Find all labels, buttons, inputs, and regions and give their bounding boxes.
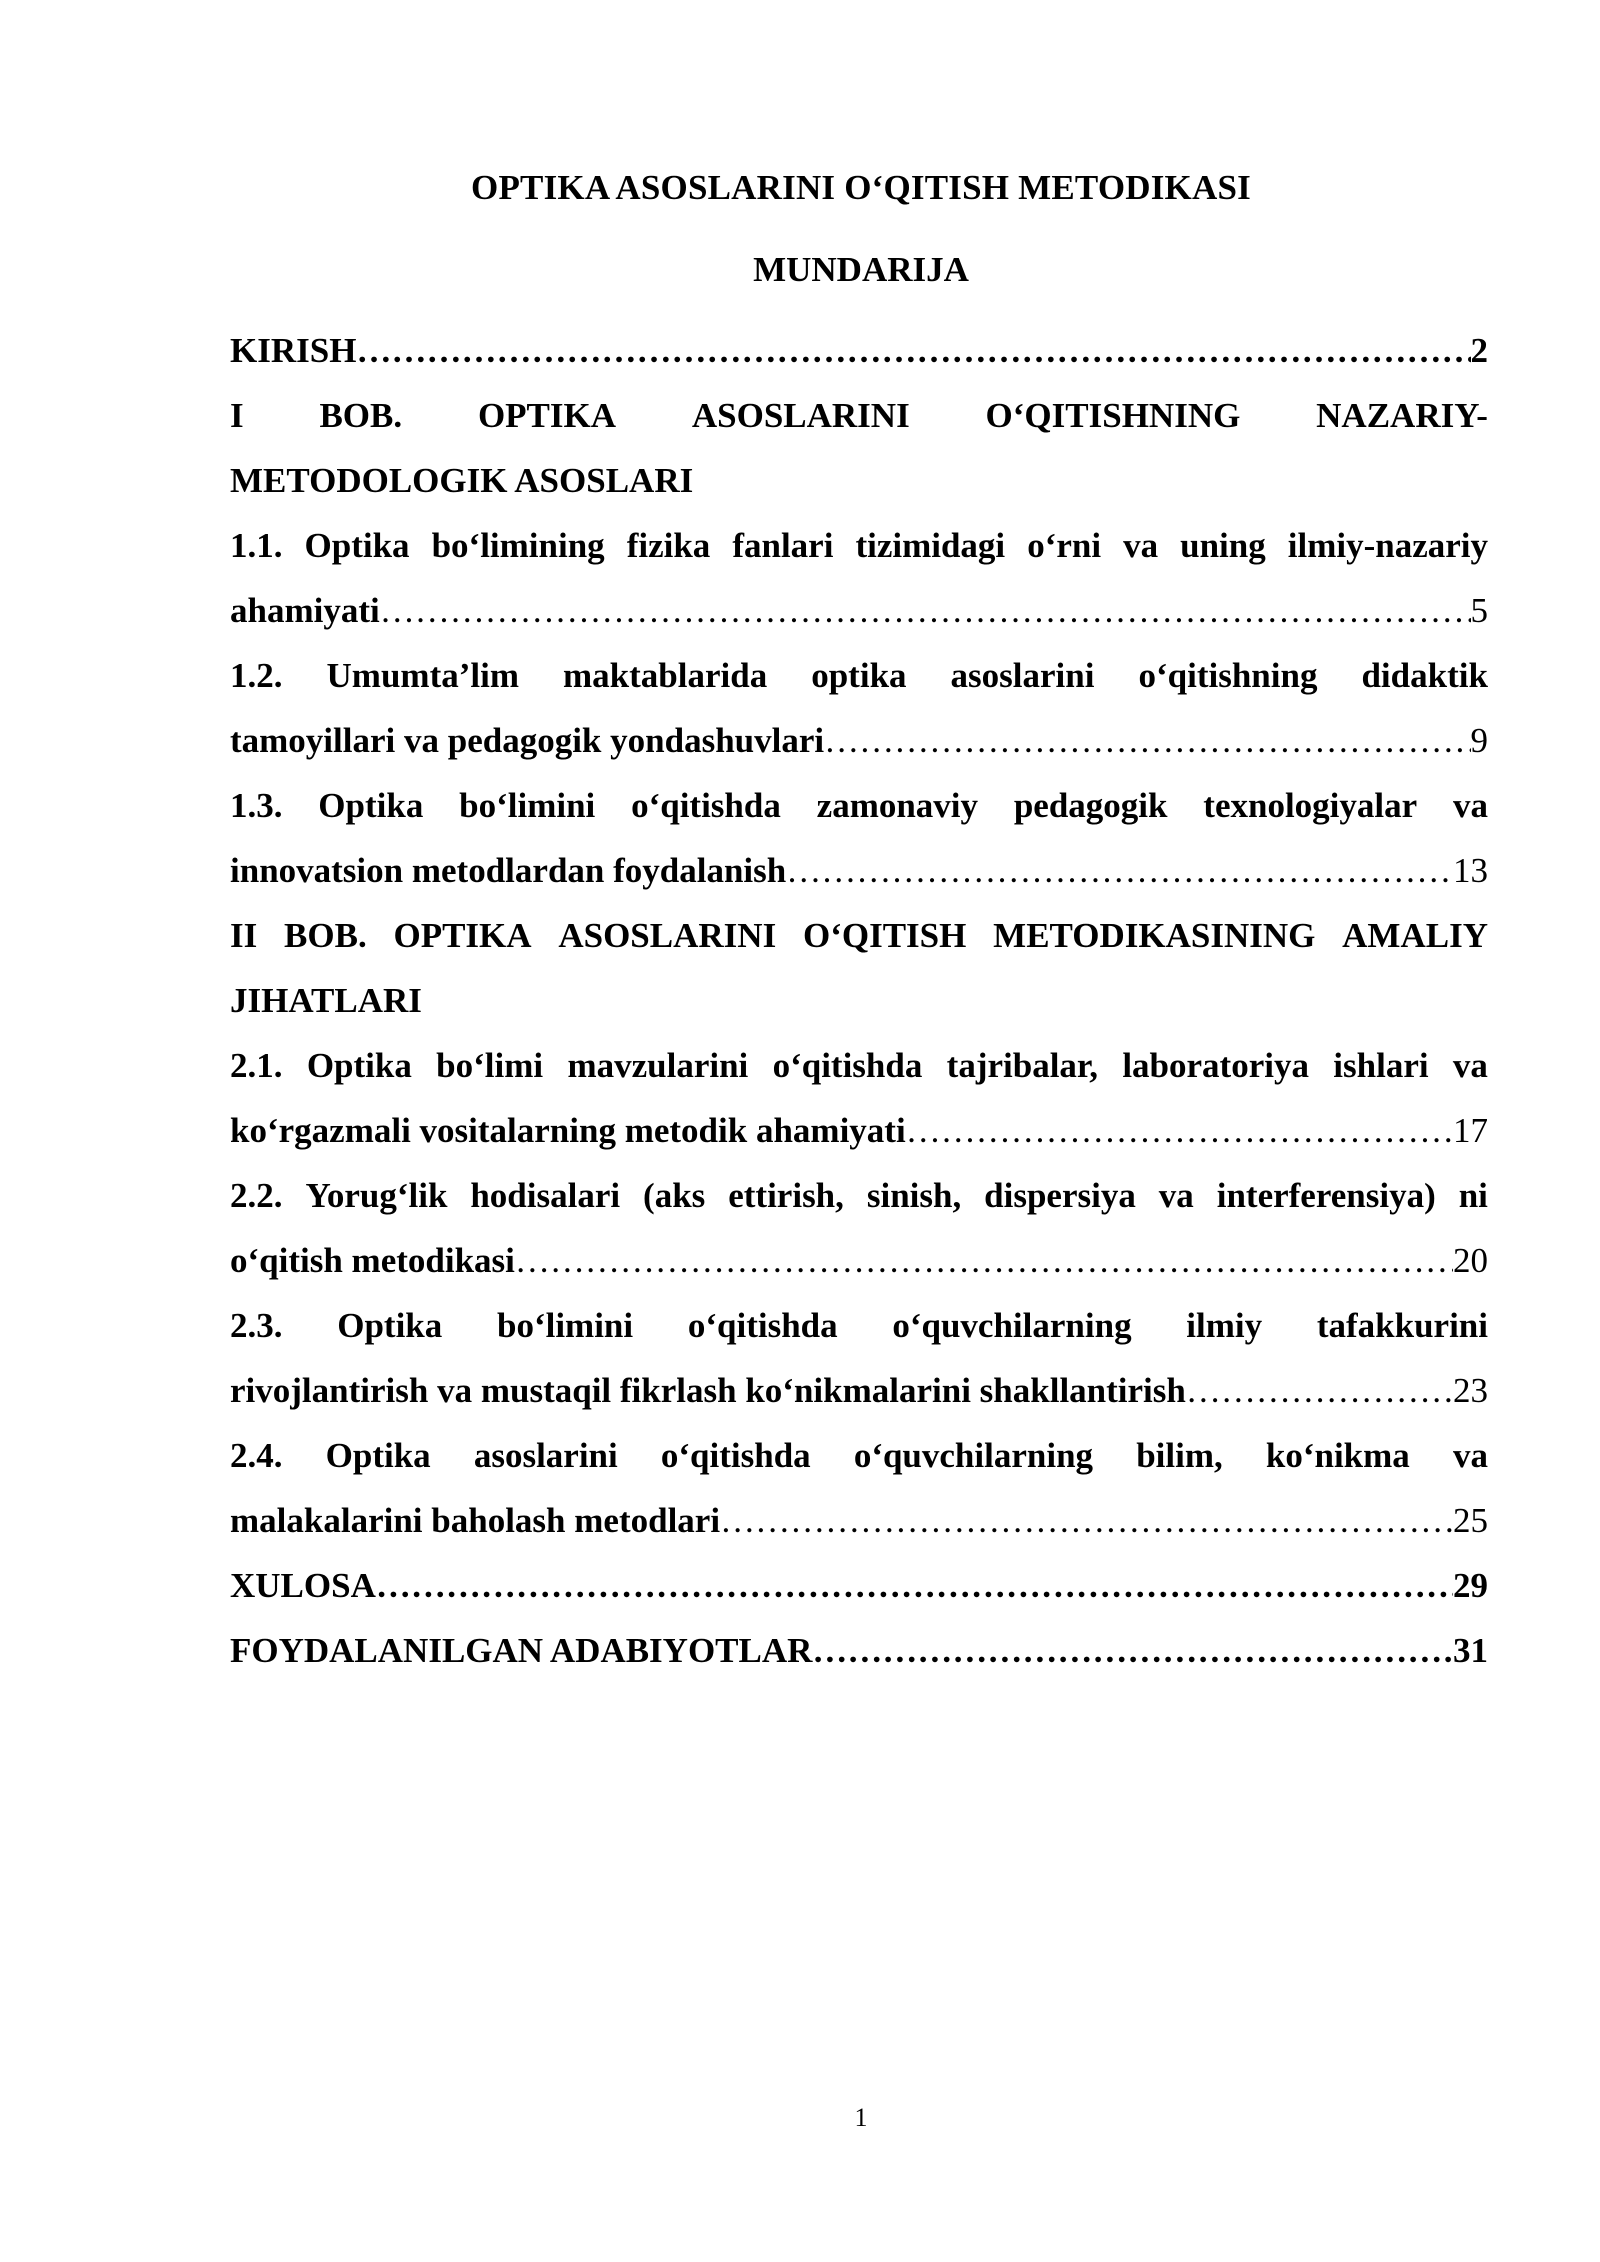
toc-word: BOB. [284, 916, 367, 955]
toc-entry-kirish[interactable] [230, 318, 1488, 383]
toc-word: texnologiyalar [1203, 786, 1418, 825]
toc-section-1-2-line-2[interactable] [230, 708, 1488, 773]
toc-page-number: 2 [1470, 331, 1488, 370]
toc-heading: MUNDARIJA [753, 250, 969, 289]
toc-entry-xulosa[interactable] [230, 1553, 1488, 1618]
toc-word: bo‘limini [459, 786, 596, 825]
toc-word: ettirish, [728, 1176, 844, 1215]
toc-word: zamonaviy [816, 786, 979, 825]
toc-word: Yorug‘lik [305, 1176, 448, 1215]
toc-word: va [1452, 1436, 1488, 1475]
toc-word: asoslarini [950, 656, 1095, 695]
toc-section-1-3-line-2[interactable] [230, 838, 1488, 903]
toc-leader-dots [380, 578, 1471, 643]
toc-word: mavzularini [567, 1046, 749, 1085]
table-of-contents [230, 318, 1488, 1683]
toc-word: 2.3. [230, 1306, 283, 1345]
toc-word: bilim, [1136, 1436, 1223, 1475]
toc-word: va [1452, 1046, 1488, 1085]
toc-word: ilmiy-nazariy [1287, 526, 1488, 565]
toc-word: METODIKASINING [993, 916, 1316, 955]
toc-word: Optika [325, 1436, 431, 1475]
toc-word: I [230, 396, 244, 435]
toc-word: tafakkurini [1316, 1306, 1488, 1345]
toc-entry-text: KIRISH [230, 331, 357, 370]
toc-word: fanlari [732, 526, 834, 565]
toc-word: Optika [304, 526, 410, 565]
toc-leader-dots [515, 1228, 1453, 1293]
toc-section-2-1-line-2[interactable] [230, 1098, 1488, 1163]
toc-page-number: 9 [1470, 721, 1488, 760]
toc-word: 2.2. [230, 1176, 283, 1215]
toc-word: O‘QITISHNING [985, 396, 1241, 435]
toc-entry-text: FOYDALANILGAN ADABIYOTLAR [230, 1631, 813, 1670]
toc-word: o‘rni [1027, 526, 1102, 565]
page-number: 1 [854, 2103, 868, 2132]
toc-chapter-2-line-2[interactable]: JIHATLARI [230, 981, 422, 1020]
toc-word: fizika [626, 526, 711, 565]
toc-entry-text: innovatsion metodlardan foydalanish [230, 851, 787, 890]
toc-entry-text: tamoyillari va pedagogik yondashuvlari [230, 721, 825, 760]
toc-word: ishlari [1333, 1046, 1429, 1085]
toc-chapter-1-line-2[interactable]: METODOLOGIK ASOSLARI [230, 461, 694, 500]
toc-word: 1.3. [230, 786, 283, 825]
toc-section-1-2-line-1[interactable] [230, 643, 1488, 708]
toc-word: va [1452, 786, 1488, 825]
toc-word: BOB. [319, 396, 403, 435]
toc-word: 1.1. [230, 526, 283, 565]
toc-word: ASOSLARINI [691, 396, 910, 435]
toc-word: ilmiy [1186, 1306, 1263, 1345]
toc-entry-text: malakalarini baholash metodlari [230, 1501, 721, 1540]
toc-word: uning [1180, 526, 1266, 565]
toc-section-2-4-line-2[interactable] [230, 1488, 1488, 1553]
toc-section-1-1-line-1[interactable] [230, 513, 1488, 578]
toc-word: dispersiya [984, 1176, 1136, 1215]
toc-word: asoslarini [473, 1436, 618, 1475]
toc-page-number: 5 [1470, 591, 1488, 630]
toc-section-2-3-line-2[interactable] [230, 1358, 1488, 1423]
toc-word: maktablarida [563, 656, 768, 695]
toc-entry-text: XULOSA [230, 1566, 376, 1605]
toc-leader-dots [906, 1098, 1453, 1163]
toc-page-number: 29 [1453, 1566, 1488, 1605]
toc-word: ASOSLARINI [558, 916, 777, 955]
toc-word: o‘qitishda [687, 1306, 838, 1345]
toc-leader-dots [356, 318, 1470, 383]
toc-word: O‘QITISH [802, 916, 967, 955]
toc-word: Optika [337, 1306, 443, 1345]
toc-word: interferensiya) [1216, 1176, 1436, 1215]
toc-page-number: 31 [1453, 1631, 1488, 1670]
toc-word: 1.2. [230, 656, 283, 695]
toc-entry-references[interactable] [230, 1618, 1488, 1683]
toc-word: va [1158, 1176, 1194, 1215]
toc-word: o‘qitishda [660, 1436, 811, 1475]
toc-word: OPTIKA [393, 916, 532, 955]
document-title: OPTIKA ASOSLARINI O‘QITISH METODIKASI [471, 168, 1251, 207]
toc-word: Optika [306, 1046, 412, 1085]
toc-page-number: 17 [1453, 1111, 1488, 1150]
toc-word: ni [1458, 1176, 1488, 1215]
toc-word: tizimidagi [855, 526, 1006, 565]
toc-page-number: 25 [1453, 1501, 1488, 1540]
toc-word: va [1123, 526, 1159, 565]
toc-leader-dots [720, 1488, 1453, 1553]
toc-word: bo‘limini [496, 1306, 634, 1345]
toc-word: o‘quvchilarning [853, 1436, 1094, 1475]
toc-word: OPTIKA [477, 396, 617, 435]
toc-word: bo‘limi [436, 1046, 544, 1085]
toc-word: ko‘nikma [1265, 1436, 1410, 1475]
toc-word: sinish, [866, 1176, 962, 1215]
toc-word: optika [811, 656, 907, 695]
toc-word: o‘qitishda [772, 1046, 923, 1085]
toc-word: NAZARIY- [1316, 396, 1488, 435]
toc-section-2-4-line-1[interactable] [230, 1423, 1488, 1488]
toc-word: bo‘limining [431, 526, 605, 565]
toc-word: tajribalar, [946, 1046, 1099, 1085]
toc-leader-dots [824, 708, 1470, 773]
toc-word: o‘qitishning [1138, 656, 1318, 695]
toc-word: o‘qitishda [631, 786, 781, 825]
toc-word: II [230, 916, 258, 955]
toc-page-number: 13 [1453, 851, 1488, 890]
toc-word: Optika [318, 786, 424, 825]
toc-word: hodisalari [470, 1176, 621, 1215]
toc-page-number: 20 [1453, 1241, 1488, 1280]
toc-section-1-3-line-1[interactable] [230, 773, 1488, 838]
toc-word: (aks [643, 1176, 706, 1215]
toc-section-2-2-line-1[interactable] [230, 1163, 1488, 1228]
toc-word: 2.1. [230, 1046, 283, 1085]
toc-word: didaktik [1361, 656, 1488, 695]
toc-section-2-2-line-2[interactable] [230, 1228, 1488, 1293]
toc-section-1-1-line-2[interactable] [230, 578, 1488, 643]
toc-chapter-1-line-1[interactable] [230, 383, 1488, 448]
toc-entry-text: o‘qitish metodikasi [230, 1241, 515, 1280]
toc-leader-dots [376, 1553, 1453, 1618]
toc-word: laboratoriya [1122, 1046, 1309, 1085]
toc-word: AMALIY [1342, 916, 1488, 955]
toc-word: pedagogik [1013, 786, 1168, 825]
toc-leader-dots [812, 1618, 1453, 1683]
toc-page-number: 23 [1453, 1371, 1488, 1410]
toc-leader-dots [786, 838, 1453, 903]
toc-chapter-2-line-1[interactable] [230, 903, 1488, 968]
toc-leader-dots [1186, 1358, 1453, 1423]
toc-section-2-3-line-1[interactable] [230, 1293, 1488, 1358]
toc-entry-text: ko‘rgazmali vositalarning metodik ahamiyati [230, 1111, 906, 1150]
toc-word: 2.4. [230, 1436, 283, 1475]
toc-entry-text: ahamiyati [230, 591, 380, 630]
toc-word: o‘quvchilarning [892, 1306, 1132, 1345]
toc-word: Umumta’lim [326, 656, 519, 695]
toc-section-2-1-line-1[interactable] [230, 1033, 1488, 1098]
toc-entry-text: rivojlantirish va mustaqil fikrlash ko‘nikmalarini shakllantirish [230, 1371, 1186, 1410]
